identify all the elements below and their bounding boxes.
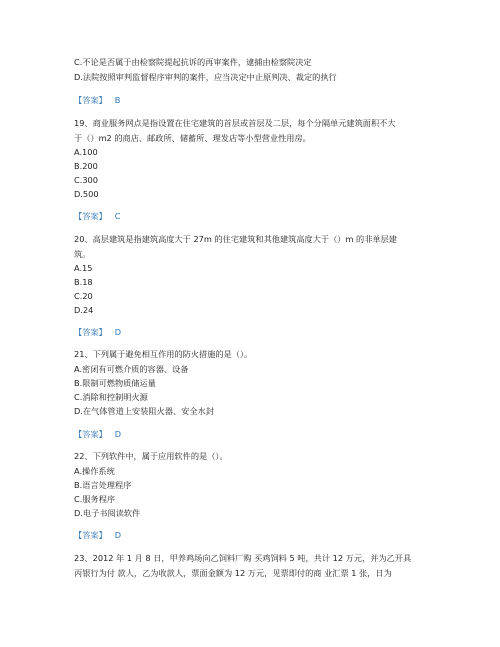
option-text: B.语言处理程序 <box>74 480 132 490</box>
option-text: B.200 <box>74 161 98 171</box>
option-text: D.在气体管道上安装阻火器、安全水封 <box>74 406 214 416</box>
option-text: A.密闭有可燃介质的容器、设备 <box>74 364 189 374</box>
answer-label: 【答案】 <box>74 327 107 337</box>
answer-value: D <box>114 327 122 337</box>
answer-value: C <box>114 211 121 221</box>
answer-line <box>74 327 121 337</box>
option-text: C.不论是否属于由检察院提起抗诉的再审案件，逮捕由检察院决定 <box>74 57 312 67</box>
option-text: A.15 <box>74 263 93 273</box>
answer-label: 【答案】 <box>74 530 107 540</box>
question-stem: 于（）m2 的商店、邮政所、储蓄所、理发店等小型营业性用房。 <box>74 133 311 143</box>
answer-line <box>74 429 121 439</box>
question-stem: 20、高层建筑是指建筑高度大于 27m 的住宅建筑和其他建筑高度大于（）m 的非单层建 <box>74 234 397 244</box>
answer-value: D <box>114 530 122 540</box>
answer-line <box>74 95 120 105</box>
option-text: A.操作系统 <box>74 466 115 476</box>
answer-line <box>74 211 120 221</box>
option-text: A.100 <box>74 147 98 157</box>
answer-label: 【答案】 <box>74 429 107 439</box>
question-stem: 19、商业服务网点是指设置在住宅建筑的首层或首层及二层，每个分隔单元建筑面积不大 <box>74 118 396 128</box>
option-text: D.24 <box>74 305 94 315</box>
option-text: C.300 <box>74 175 98 185</box>
option-text: D.500 <box>74 189 99 199</box>
option-text: C.消除和控制明火源 <box>74 392 148 402</box>
answer-line <box>74 530 121 540</box>
option-text: C.服务程序 <box>74 494 116 504</box>
question-stem: 21、下列属于避免相互作用的防火措施的是（）。 <box>74 349 253 359</box>
question-stem: 筑。 <box>74 249 91 259</box>
answer-value: B <box>114 95 121 105</box>
question-stem: 22、下列软件中，属于应用软件的是（）。 <box>74 451 228 461</box>
option-text: B.18 <box>74 277 93 287</box>
option-text: D.电子书阅读软件 <box>74 508 141 518</box>
answer-value: D <box>114 429 122 439</box>
answer-label: 【答案】 <box>74 211 107 221</box>
option-text: D.法院按照审判监督程序审判的案件，应当决定中止原判决、裁定的执行 <box>74 72 337 82</box>
option-text: C.20 <box>74 291 93 301</box>
question-stem: 丙银行为付 款人，乙为收款人，票面金额为 12 万元，见票即付的商 业汇票 1 张，日为 <box>74 568 392 578</box>
answer-label: 【答案】 <box>74 95 107 105</box>
question-stem: 23、2012 年 1 月 8 日，甲养鸡场向乙饲料厂购 买鸡饲料 5 吨，共计 12 万元，并为乙开具 <box>74 553 412 563</box>
option-text: B.限制可燃物质储运量 <box>74 378 156 388</box>
